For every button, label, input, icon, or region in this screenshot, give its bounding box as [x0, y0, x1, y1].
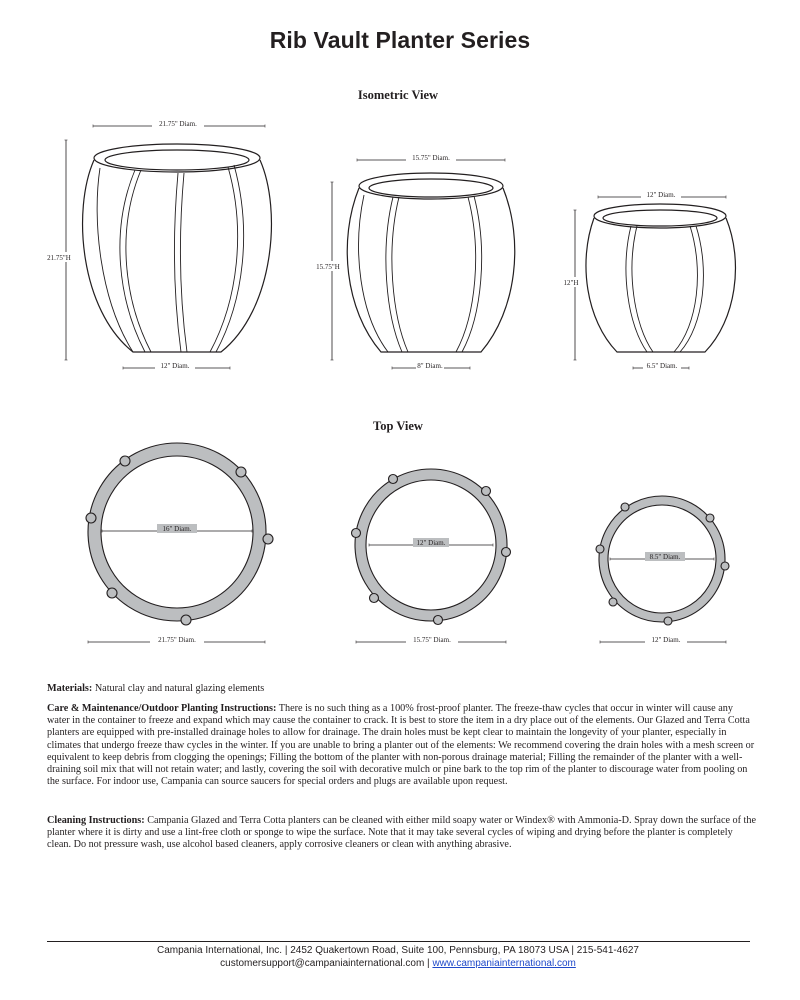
- care-text: There is no such thing as a 100% frost-proof planter. The freeze-thaw cycles that occur in winter will cause any water in the container to freeze and expand which may cause the container to crack. It is best to store the item in a dry place out of the elements. Our Glazed and Terra Cotta planters are equipped with pre-installed drainage holes to allow for drainage. The drain holes must be kept clear to maintain the longevity of your planter, especially in climates that undergo freeze thaw cycles in the winter. If you are unable to bring a planter out of the elements: We recommend covering the drain holes with a mesh screen or equivalent to keep debris from clogging the openings; Filling the bottom of the planter with non-porous drainage material; Filling the remainder of the planter with a well-draining soil mix that will not retain water; and lastly, covering the soil with decorative mulch or pine bark to the top rim of the planter to discourage water from pooling on the surface. For indoor use, Campania can source saucers for special orders and plugs are available upon request.: [47, 703, 755, 788]
- top-planter-small: [596, 496, 729, 644]
- cleaning-label: Cleaning Instructions:: [47, 815, 145, 826]
- iso-large-bottom-diam: 12" Diam.: [160, 362, 190, 370]
- isometric-view-heading: Isometric View: [357, 88, 439, 102]
- top-planter-large: [86, 443, 273, 644]
- iso-large-height: 21.75"H: [47, 254, 71, 262]
- iso-planter-large: [42, 119, 271, 370]
- iso-large-top-diam: 21.75" Diam.: [159, 120, 197, 128]
- care-paragraph: [47, 703, 757, 788]
- footer-contact: [0, 958, 796, 969]
- top-planter-medium: [352, 469, 511, 644]
- footer-email[interactable]: customersupport@campaniainternational.com: [220, 958, 425, 969]
- iso-planter-medium: [312, 153, 515, 370]
- cleaning-text: Campania Glazed and Terra Cotta planters can be cleaned with either mild soapy water or Windex® with Ammonia-D. Spray down the surface of the planter where it is dirty and use a lint-free cloth or sponge to wipe the surface. Note that it may take several cycles of wiping and drying before the planter is completely clean. Do not pressure wash, use alcohol based cleaners, apply corrosive cleaners or clean with anything abrasive.: [47, 815, 757, 851]
- footer-address: Campania International, Inc. | 2452 Quakertown Road, Suite 100, Pennsburg, PA 18073 USA | 215-541-4627: [157, 945, 639, 956]
- top-view-heading: Top View: [373, 419, 423, 433]
- iso-small-height: 12"H: [563, 279, 579, 287]
- materials-text: Natural clay and natural glazing elements: [92, 683, 265, 694]
- materials-paragraph: [47, 683, 757, 695]
- iso-planter-small: [558, 190, 735, 370]
- iso-medium-top-diam: 15.75" Diam.: [412, 154, 450, 162]
- page-title: Rib Vault Planter Series: [269, 27, 531, 53]
- iso-small-top-diam: 12" Diam.: [646, 191, 676, 199]
- footer-divider: [47, 941, 750, 942]
- materials-label: Materials:: [47, 683, 93, 694]
- iso-medium-height: 15.75"H: [316, 263, 340, 271]
- top-large-inner-diam: 16" Diam.: [162, 525, 192, 533]
- footer-separator: |: [424, 958, 433, 969]
- top-small-inner-diam: 8.5" Diam.: [649, 553, 681, 561]
- top-medium-inner-diam: 12" Diam.: [416, 539, 446, 547]
- top-medium-outer-diam: 15.75" Diam.: [413, 636, 451, 644]
- iso-small-bottom-diam: 6.5" Diam.: [646, 362, 678, 370]
- iso-medium-bottom-diam: 8" Diam.: [417, 362, 443, 370]
- top-large-outer-diam: 21.75" Diam.: [158, 636, 196, 644]
- cleaning-paragraph: [47, 815, 757, 852]
- care-label: Care & Maintenance/Outdoor Planting Instructions:: [47, 703, 277, 714]
- top-small-outer-diam: 12" Diam.: [651, 636, 681, 644]
- footer-website-link[interactable]: www.campaniainternational.com: [432, 958, 576, 969]
